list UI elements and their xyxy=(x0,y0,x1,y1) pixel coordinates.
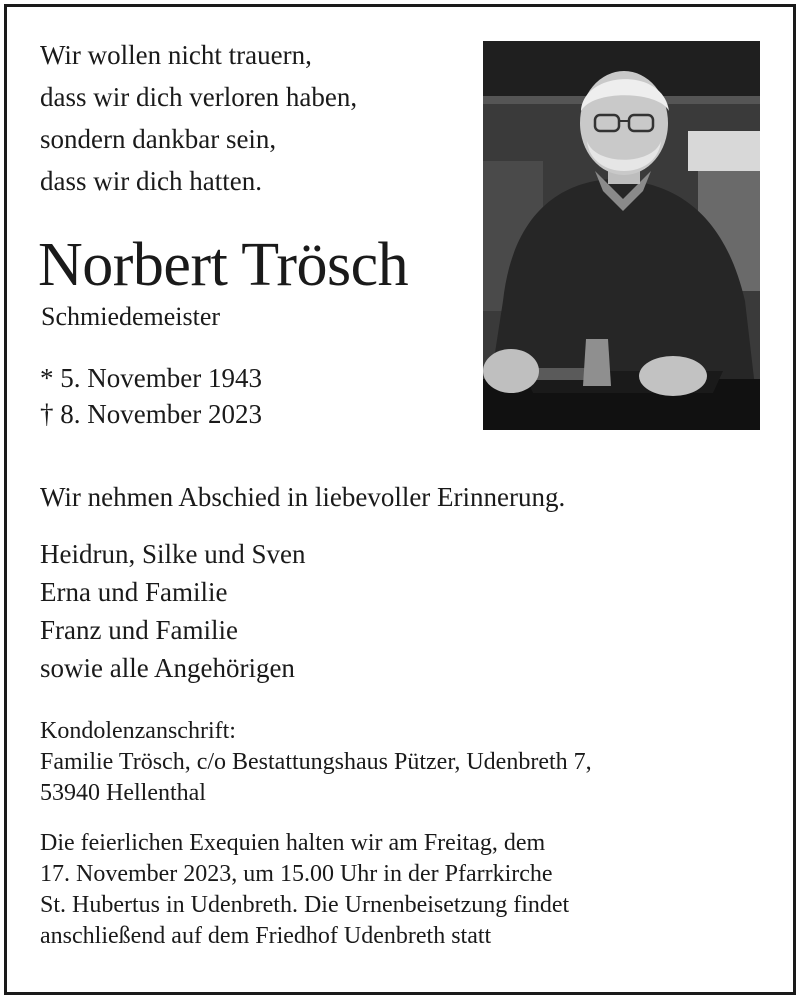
address-line: 53940 Hellenthal xyxy=(40,780,206,806)
birth-date: * 5. November 1943 xyxy=(40,363,262,393)
memorial-verse xyxy=(40,34,357,202)
service-notice xyxy=(40,828,569,952)
farewell-text: Wir nehmen Abschied in liebevoller Erinnerung. xyxy=(40,482,566,512)
mourner-line: Erna und Familie xyxy=(40,577,228,607)
mourner-line: sowie alle Angehörigen xyxy=(40,653,295,683)
address-line: Kondolenzanschrift: xyxy=(40,718,236,744)
death-date: † 8. November 2023 xyxy=(40,399,262,429)
service-line: anschließend auf dem Friedhof Udenbreth statt xyxy=(40,923,492,949)
life-dates xyxy=(40,360,262,432)
verse-line: Wir wollen nicht trauern, xyxy=(40,40,312,70)
verse-line: dass wir dich verloren haben, xyxy=(40,82,358,112)
deceased-profession: Schmiedemeister xyxy=(41,302,221,331)
mourners-list xyxy=(40,535,305,687)
mourner-line: Franz und Familie xyxy=(40,615,238,645)
service-line: 17. November 2023, um 15.00 Uhr in der Pfarrkirche xyxy=(40,861,553,887)
address-line: Familie Trösch, c/o Bestattungshaus Pützer, Udenbreth 7, xyxy=(40,749,592,775)
verse-line: sondern dankbar sein, xyxy=(40,124,277,154)
portrait-photo xyxy=(483,41,760,430)
portrait-illustration xyxy=(483,41,760,430)
service-line: Die feierlichen Exequien halten wir am Freitag, dem xyxy=(40,830,546,856)
service-line: St. Hubertus in Udenbreth. Die Urnenbeisetzung findet xyxy=(40,892,570,918)
deceased-name: Norbert Trösch xyxy=(38,231,409,299)
mourner-line: Heidrun, Silke und Sven xyxy=(40,539,306,569)
verse-line: dass wir dich hatten. xyxy=(40,166,262,196)
condolence-address xyxy=(40,716,592,809)
